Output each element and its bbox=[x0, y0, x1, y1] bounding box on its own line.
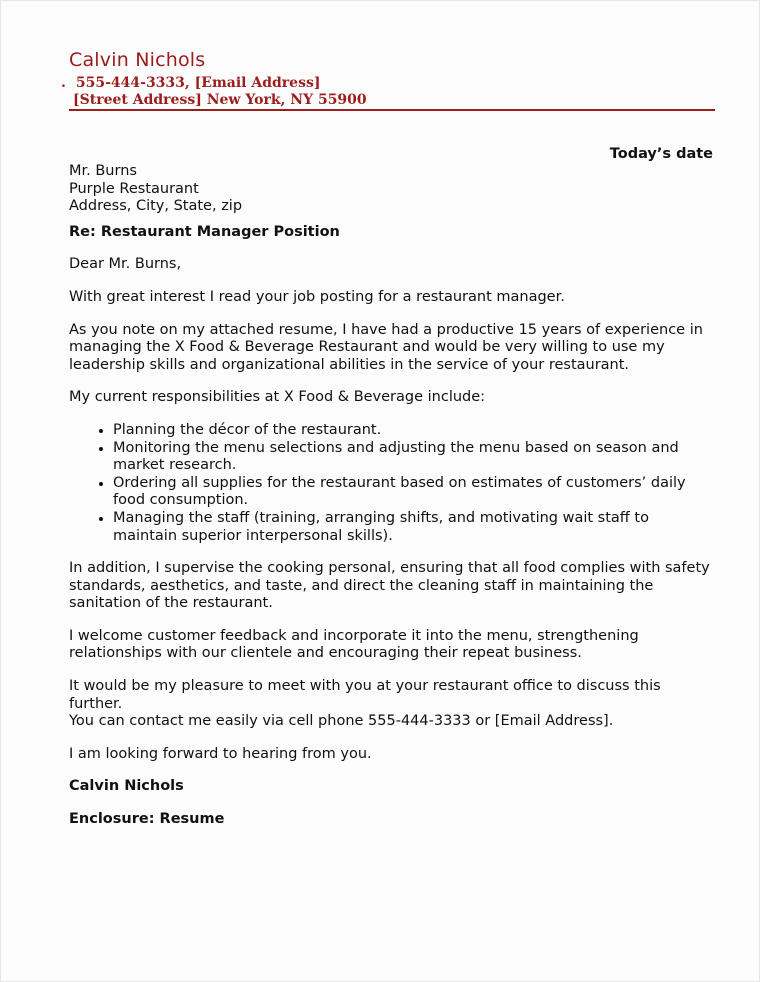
letter-date: Today’s date bbox=[609, 146, 713, 162]
recipient-block bbox=[69, 163, 717, 216]
contact-paragraph: You can contact me easily via cell phone 555-444-3333 or [Email Address]. bbox=[69, 713, 614, 730]
recipient-name: Mr. Burns bbox=[69, 163, 137, 179]
subject-line: Re: Restaurant Manager Position bbox=[69, 223, 340, 240]
contact-bullet: . bbox=[61, 75, 66, 91]
salutation: Dear Mr. Burns, bbox=[69, 256, 182, 273]
intro-paragraph: With great interest I read your job posting for a restaurant manager. bbox=[69, 288, 565, 305]
responsibilities-intro: My current responsibilities at X Food & Beverage include: bbox=[69, 389, 486, 406]
sender-name: Calvin Nichols bbox=[69, 49, 206, 71]
list-item: • Ordering all supplies for the restaurant based on estimates of customers’ daily food consumption. bbox=[113, 475, 717, 510]
list-item: • Planning the décor of the restaurant. bbox=[113, 422, 717, 440]
list-item: • Monitoring the menu selections and adjusting the menu based on season and market research. bbox=[113, 440, 717, 475]
responsibilities-list bbox=[69, 422, 717, 545]
sender-address: [Street Address] New York, NY 55900 bbox=[73, 92, 367, 108]
phone-email-text: 555-444-3333, [Email Address] bbox=[75, 75, 321, 91]
enclosure-line: Enclosure: Resume bbox=[69, 811, 225, 828]
signature-name: Calvin Nichols bbox=[69, 778, 184, 795]
closing-line: I am looking forward to hearing from you. bbox=[69, 745, 372, 762]
feedback-paragraph: I welcome customer feedback and incorporate it into the menu, strengthening relationships with our clientele and encouraging their repeat business. bbox=[69, 627, 639, 662]
addition-paragraph: In addition, I supervise the cooking personal, ensuring that all food complies with safety standards, aesthetics, and taste, and direct the cleaning staff in maintaining the sanitation of the restaurant. bbox=[69, 560, 710, 612]
header-divider bbox=[69, 109, 715, 111]
letter-body bbox=[69, 163, 717, 829]
experience-paragraph: As you note on my attached resume, I have had a productive 15 years of experience in managing the X Food & Beverage Restaurant and would be very willing to use my leadership skills and organizational abilities in the service of your restaurant. bbox=[69, 321, 703, 373]
meeting-paragraph: It would be my pleasure to meet with you at your restaurant office to discuss this further. bbox=[69, 678, 661, 712]
list-item: • Managing the staff (training, arranging shifts, and motivating wait staff to maintain superior interpersonal skills). bbox=[113, 510, 717, 545]
sender-phone-email bbox=[61, 75, 320, 91]
recipient-address: Address, City, State, zip bbox=[69, 198, 243, 215]
recipient-company: Purple Restaurant bbox=[69, 180, 199, 197]
